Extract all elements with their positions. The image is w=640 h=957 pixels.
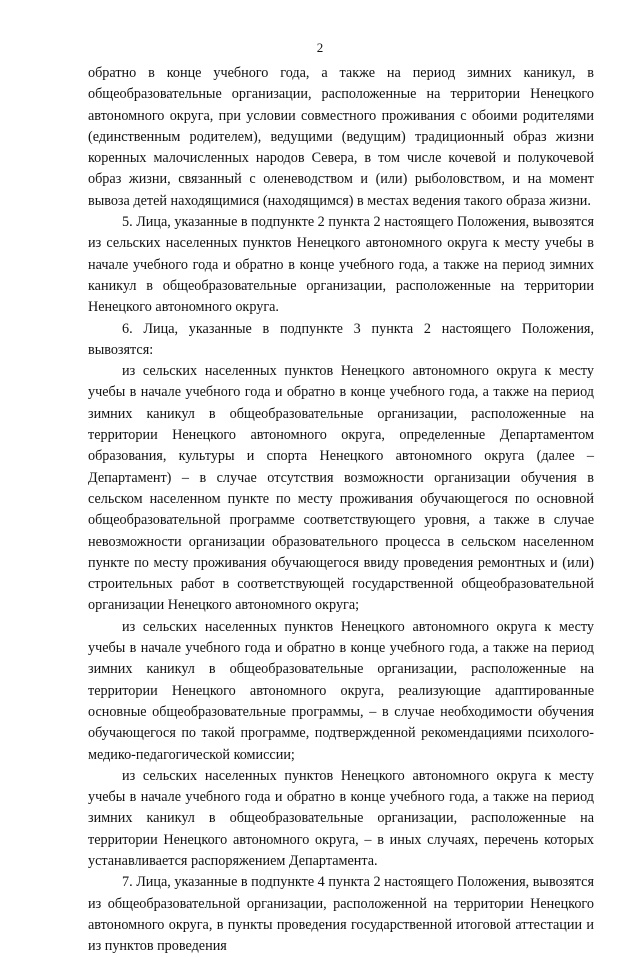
document-body <box>88 63 594 957</box>
paragraph-item-5: 5. Лица, указанные в подпункте 2 пункта 2 настоящего Положения, вывозятся из сельских населенных пунктов Ненецкого автономного округа к месту учебы в начале учебного года и обратно в конце учебного года, а также на период зимних каникул в общеобразовательные организации, расположенные на территории Ненецкого автономного округа. <box>88 214 594 316</box>
paragraph-item-6: 6. Лица, указанные в подпункте 3 пункта 2 настоящего Положения, вывозятся: <box>88 320 594 358</box>
paragraph-item-6-subitem-3: из сельских населенных пунктов Ненецкого автономного округа к месту учебы в начале учебного года и обратно в конце учебного года, а также на период зимних каникул в общеобразовательные организации, расположенные на территории Ненецкого автономного округа, – в иных случаях, перечень которых устанавливается распоряжением Департамента. <box>88 767 594 869</box>
paragraph-item-7: 7. Лица, указанные в подпункте 4 пункта 2 настоящего Положения, вывозятся из общеобразовательной организации, расположенной на территории Ненецкого автономного округа, в пункты проведения государственной итоговой аттестации и из пунктов проведения <box>88 874 594 955</box>
paragraph-item-6-subitem-2: из сельских населенных пунктов Ненецкого автономного округа к месту учебы в начале учебного года и обратно в конце учебного года, а также на период зимних каникул в общеобразовательные организации, расположенные на территории Ненецкого автономного округа, реализующие адаптированные основные общеобразовательные программы, – в случае необходимости обучения обучающегося по такой программе, подтвержденной рекомендациями психолого-медико-педагогической комиссии; <box>88 618 594 763</box>
paragraph-item-6-subitem-1: из сельских населенных пунктов Ненецкого автономного округа к месту учебы в начале учебного года и обратно в конце учебного года, а также на период зимних каникул в общеобразовательные организации, расположенные на территории Ненецкого автономного округа, определенные Департаментом образования, культуры и спорта Ненецкого автономного округа (далее – Департамент) – в случае отсутствия возможности организации обучения в сельском населенном пункте по месту проживания обучающегося по основной общеобразовательной программе соответствующего уровня, а также в случае невозможности организации образовательного процесса в сельском населенном пункте по месту проживания обучающегося ввиду проведения ремонтных и (или) строительных работ в соответствующей государственной общеобразовательной организации Ненецкого автономного округа; <box>88 363 594 614</box>
page-number: 2 <box>316 40 324 55</box>
paragraph-continuation: обратно в конце учебного года, а также на период зимних каникул, в общеобразовательные организации, расположенные на территории Ненецкого автономного округа, при условии совместного проживания с обоими родителями (единственным родителем), ведущими (ведущим) традиционный образ жизни коренных малочисленных народов Севера, в том числе кочевой и полукочевой образ жизни, связанный с оленеводством и (или) рыболовством, и на момент вывоза детей находящимися (находящимся) в местах ведения такого образа жизни. <box>88 65 594 209</box>
